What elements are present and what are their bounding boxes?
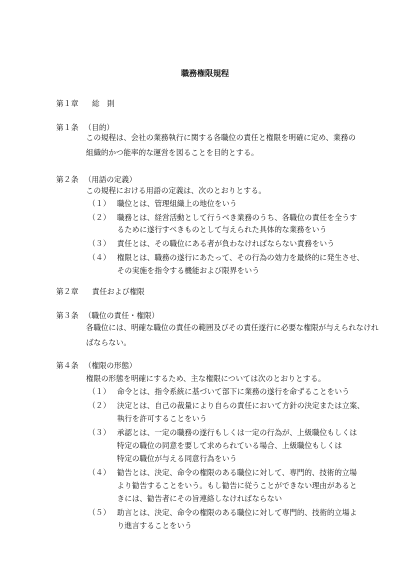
item-text: 職位とは、管理組織上の地位をいう bbox=[117, 199, 237, 208]
item-text-continued: るために遂行すべきものとして与えられた具体的な業務をいう bbox=[117, 225, 327, 234]
item-text-continued: 執行を許可することをいう bbox=[117, 414, 207, 423]
item-text-continued: り進言することをいう bbox=[117, 521, 192, 530]
item-text: 責任とは、その職位にある者が負わなければならない責務をいう bbox=[117, 239, 335, 248]
item-number: （２） bbox=[88, 401, 111, 410]
article-caption: （目的） bbox=[84, 123, 114, 132]
article-text-line: 各職位には、明確な職位の責任の範囲及びその責任遂行に必要な権限が与えられなけれ bbox=[86, 323, 379, 332]
item-text: 職務とは、経営活動として行うべき業務のうち、各職位の責任を全うす bbox=[117, 213, 357, 222]
article-number: 第２条 bbox=[56, 175, 79, 184]
item-text: 助言とは、決定、命令の権限のある職位に対して専門的、技術的立場よ bbox=[117, 508, 357, 517]
article-text-line: ばならない。 bbox=[86, 338, 131, 347]
article-intro: この規程における用語の定義は、次のとおりとする。 bbox=[86, 186, 266, 195]
item-text: 承認とは、一定の職務の遂行もしくは一定の行為が、上級職位もしくは bbox=[117, 428, 357, 437]
article-caption: （職位の責任・権限） bbox=[84, 311, 159, 320]
item-number: （４） bbox=[88, 253, 111, 262]
article-text-line: この規程は、会社の業務執行に関する各職位の責任と権限を明確に定め、業務の bbox=[86, 133, 356, 142]
article-number: 第１条 bbox=[56, 123, 79, 132]
article-number: 第３条 bbox=[56, 311, 79, 320]
chapter-title: 総 則 bbox=[92, 99, 115, 108]
item-text-continued: より勧告することをいう。もし勧告に従うことができない理由があると bbox=[117, 481, 357, 490]
article-number: 第４条 bbox=[56, 361, 79, 370]
chapter-heading bbox=[56, 284, 145, 299]
document-title: 職務権限規程 bbox=[181, 69, 229, 78]
chapter-title: 責任および権限 bbox=[92, 287, 145, 296]
item-number: （５） bbox=[88, 508, 111, 517]
article-text-line: 組織的かつ能率的な運営を図ることを目的とする。 bbox=[86, 148, 259, 157]
item-text-continued: その実施を指令する機能および限界をいう bbox=[117, 266, 260, 275]
item-text-continued: きには、勧告者にその旨連絡しなければならない bbox=[117, 494, 282, 503]
item-number: （１） bbox=[88, 387, 111, 396]
item-number: （４） bbox=[88, 468, 111, 477]
item-number: （３） bbox=[88, 239, 111, 248]
item-text-continued: 特定の職位が与える同意行為をいう bbox=[117, 454, 237, 463]
item-text-continued: 特定の職位の同意を要して求められている場合、上級職位もしくは bbox=[117, 441, 342, 450]
item-text: 勧告とは、決定、命令の権限のある職位に対して、専門的、技術的立場 bbox=[117, 468, 357, 477]
item-text: 命令とは、指令系統に基づいて部下に業務の遂行を命ずることをいう bbox=[117, 387, 350, 396]
article-intro: 権限の形態を明確にするため、主な権限については次のとおりとする。 bbox=[86, 374, 326, 383]
item-number: （２） bbox=[88, 213, 111, 222]
item-number: （３） bbox=[88, 428, 111, 437]
article-caption: （用語の定義） bbox=[84, 175, 137, 184]
chapter-number: 第２章 bbox=[56, 287, 79, 296]
item-text: 決定とは、自己の裁量により自らの責任において方針の決定または立案、 bbox=[117, 401, 365, 410]
item-text: 権限とは、職務の遂行にあたって、その行為の効力を最終的に発生させ、 bbox=[117, 253, 365, 262]
chapter-number: 第１章 bbox=[56, 99, 79, 108]
article-caption: （権限の形態） bbox=[84, 361, 137, 370]
item-number: （１） bbox=[88, 199, 111, 208]
chapter-heading bbox=[56, 96, 115, 111]
